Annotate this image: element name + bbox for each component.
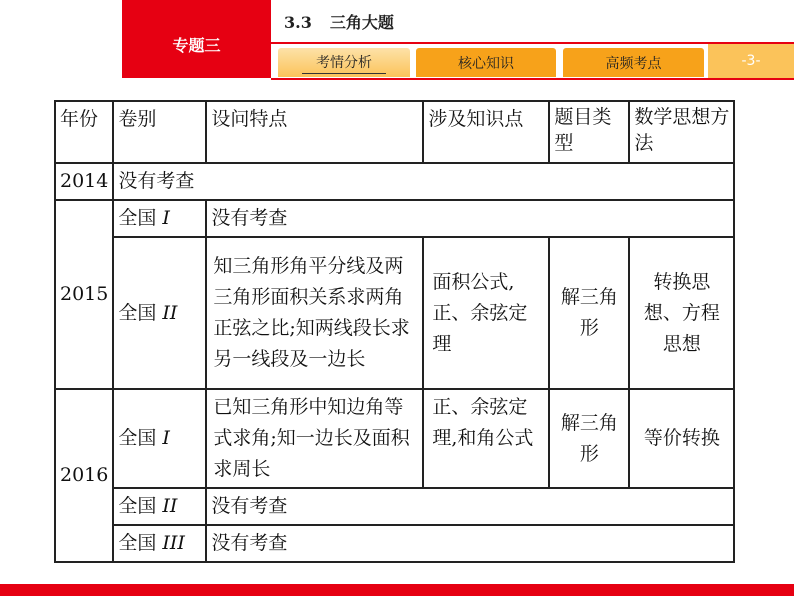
table-row <box>55 163 734 200</box>
table-row <box>55 237 734 389</box>
paper-cell <box>113 525 206 562</box>
paper-prefix: 全国 <box>118 301 157 324</box>
not-tested-cell: 没有考查 <box>206 525 734 562</box>
tab-label: 高频考点 <box>605 55 662 72</box>
header-features: 设问特点 <box>206 101 423 163</box>
features-cell: 知三角形角平分线及两三角形面积关系求两角正弦之比;知两线段长求另一线段及一边长 <box>206 237 423 389</box>
paper-cell <box>113 488 206 525</box>
type-cell: 解三角形 <box>549 389 629 488</box>
topic-label: 专题三 <box>122 0 271 78</box>
section-title <box>284 10 394 33</box>
tab-exam-analysis[interactable] <box>278 48 410 77</box>
tab-label: 核心知识 <box>458 55 514 72</box>
knowledge-cell: 正、余弦定理,和角公式 <box>423 389 549 488</box>
tab-label: 考情分析 <box>302 52 386 74</box>
header-paper: 卷别 <box>113 101 206 163</box>
tab-frequent-points[interactable] <box>563 48 704 77</box>
paper-cell <box>113 237 206 389</box>
not-tested-cell: 没有考查 <box>206 488 734 525</box>
year-cell: 2015 <box>55 200 113 389</box>
not-tested-cell: 没有考查 <box>113 163 734 200</box>
header-bar <box>0 0 794 80</box>
header-knowledge: 涉及知识点 <box>423 101 549 163</box>
year-cell: 2014 <box>55 163 113 200</box>
type-cell: 解三角形 <box>549 237 629 389</box>
paper-roman: I <box>162 427 170 449</box>
paper-cell <box>113 389 206 488</box>
table-header-row <box>55 101 734 163</box>
features-cell: 已知三角形中知边角等式求角;知一边长及面积求周长 <box>206 389 423 488</box>
header-type: 题目类型 <box>549 101 629 163</box>
paper-prefix: 全国 <box>118 427 157 449</box>
header-bottom-line <box>271 78 794 80</box>
paper-prefix: 全国 <box>118 207 157 229</box>
knowledge-cell: 面积公式,正、余弦定理 <box>423 237 549 389</box>
tab-core-knowledge[interactable] <box>416 48 556 77</box>
section-number: 3.3 <box>284 13 312 32</box>
paper-prefix: 全国 <box>118 495 157 517</box>
table-row <box>55 488 734 525</box>
paper-cell <box>113 200 206 237</box>
footer-bar <box>0 584 794 596</box>
header-year: 年份 <box>55 101 113 163</box>
year-cell: 2016 <box>55 389 113 562</box>
not-tested-cell: 没有考查 <box>206 200 734 237</box>
table-row <box>55 200 734 237</box>
section-title-text: 三角大题 <box>329 13 394 32</box>
paper-roman: III <box>162 532 185 554</box>
header-method: 数学思想方法 <box>629 101 734 163</box>
paper-roman: II <box>162 301 178 324</box>
method-cell: 转换思想、方程思想 <box>629 237 734 389</box>
page-number: -3- <box>708 44 794 78</box>
table-row <box>55 389 734 488</box>
paper-prefix: 全国 <box>118 532 157 554</box>
paper-roman: I <box>162 207 170 229</box>
paper-roman: II <box>162 495 178 517</box>
exam-analysis-table <box>54 100 735 563</box>
table-row <box>55 525 734 562</box>
method-cell: 等价转换 <box>629 389 734 488</box>
